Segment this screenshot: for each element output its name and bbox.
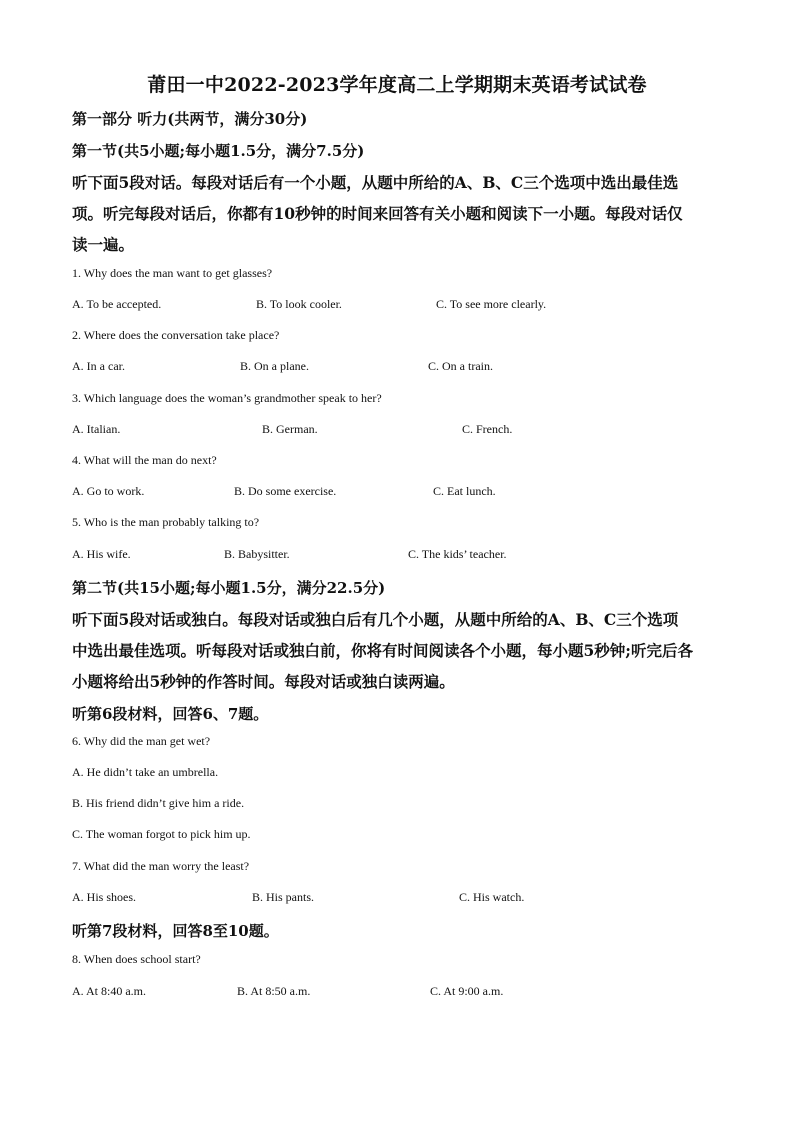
q2-option-a: A. In a car.: [72, 359, 125, 373]
q1-option-a: A. To be accepted.: [72, 297, 162, 311]
q4-option-b: B. Do some exercise.: [234, 484, 337, 498]
question-6: 6. Why did the man get wet?: [72, 734, 211, 748]
q7-option-b: B. His pants.: [252, 890, 315, 904]
q5-option-a: A. His wife.: [72, 547, 131, 561]
q2-option-c: C. On a train.: [428, 359, 493, 373]
q7-option-c: C. His watch.: [459, 890, 525, 904]
question-4: 4. What will the man do next?: [72, 453, 217, 467]
q8-option-c: C. At 9:00 a.m.: [430, 984, 504, 998]
section2-instruction-line: 听下面5段对话或独白。每段对话或独白后有几个小题，从题中所给的A、B、C三个选项: [72, 610, 679, 629]
q8-option-a: A. At 8:40 a.m.: [72, 984, 146, 998]
q6-option-c: C. The woman forgot to pick him up.: [72, 827, 251, 841]
question-1: 1. Why does the man want to get glasses?: [72, 266, 273, 280]
q3-option-c: C. French.: [462, 422, 513, 436]
q5-option-c: C. The kids’ teacher.: [408, 547, 507, 561]
material-7-heading: 听第7段材料，回答8至10题。: [72, 922, 279, 940]
q2-option-b: B. On a plane.: [240, 359, 309, 373]
q6-option-b: B. His friend didn’t give him a ride.: [72, 796, 245, 810]
q1-option-b: B. To look cooler.: [256, 297, 342, 311]
question-7: 7. What did the man worry the least?: [72, 859, 250, 873]
q4-option-a: A. Go to work.: [72, 484, 145, 498]
q6-option-a: A. He didn’t take an umbrella.: [72, 765, 219, 779]
section1-heading: 第一节(共5小题;每小题1.5分，满分7.5分): [72, 142, 365, 160]
part1-heading: 第一部分 听力(共两节，满分30分): [72, 110, 308, 128]
q3-option-a: A. Italian.: [72, 422, 121, 436]
q7-option-a: A. His shoes.: [72, 890, 137, 904]
section1-instruction-line: 项。听完每段对话后，你都有10秒钟的时间来回答有关小题和阅读下一小题。每段对话仅: [72, 204, 683, 223]
section1-instruction-line: 读一遍。: [72, 235, 135, 254]
section2-instruction-line: 中选出最佳选项。听每段对话或独白前，你将有时间阅读各个小题，每小题5秒钟;听完后各: [72, 641, 694, 660]
question-8: 8. When does school start?: [72, 952, 201, 966]
q4-option-c: C. Eat lunch.: [433, 484, 496, 498]
q1-option-c: C. To see more clearly.: [436, 297, 547, 311]
section2-heading: 第二节(共15小题;每小题1.5分，满分22.5分): [72, 579, 386, 597]
page-title: 莆田一中2022-2023学年度高二上学期期末英语考试试卷: [147, 74, 647, 96]
question-5: 5. Who is the man probably talking to?: [72, 515, 260, 529]
question-2: 2. Where does the conversation take place?: [72, 328, 280, 342]
q8-option-b: B. At 8:50 a.m.: [237, 984, 311, 998]
q5-option-b: B. Babysitter.: [224, 547, 290, 561]
section1-instruction-line: 听下面5段对话。每段对话后有一个小题，从题中所给的A、B、C三个选项中选出最佳选: [72, 173, 679, 192]
question-3: 3. Which language does the woman’s grandmother speak to her?: [72, 391, 382, 405]
material-6-heading: 听第6段材料，回答6、7题。: [72, 705, 269, 723]
section2-instruction-line: 小题将给出5秒钟的作答时间。每段对话或独白读两遍。: [72, 672, 455, 691]
q3-option-b: B. German.: [262, 422, 318, 436]
